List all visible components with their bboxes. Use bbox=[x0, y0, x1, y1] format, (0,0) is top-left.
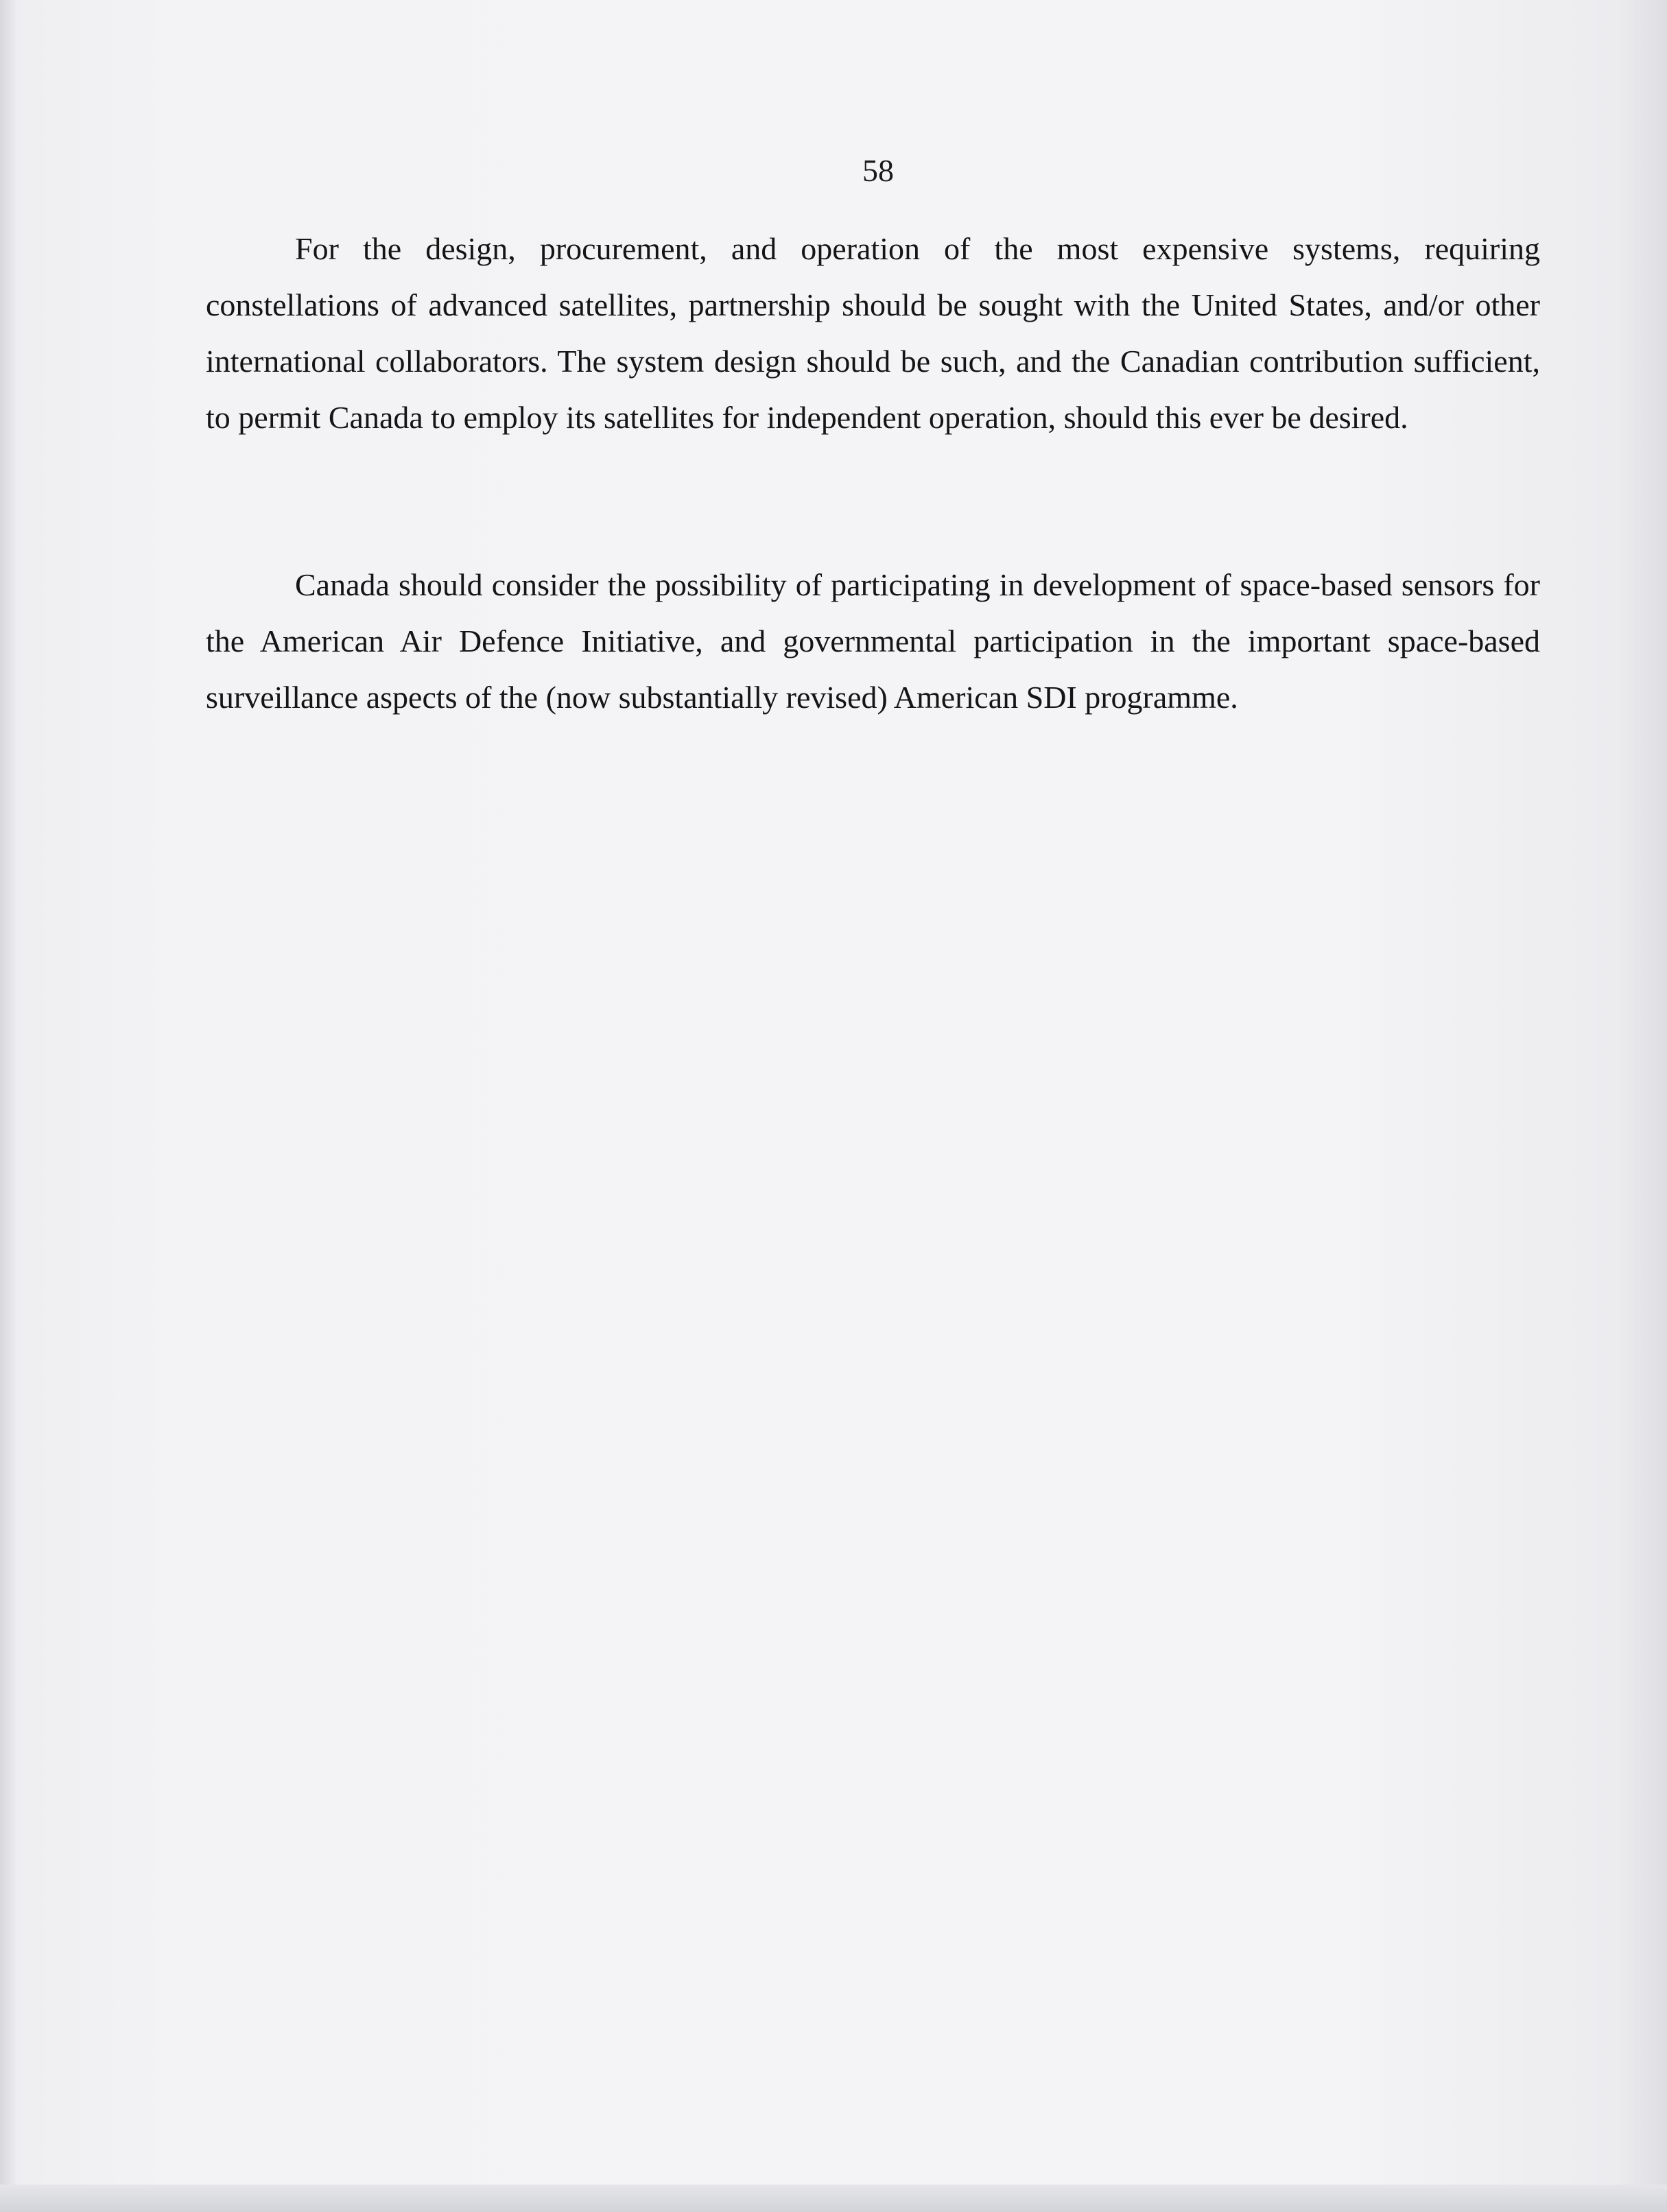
page-bottom-edge bbox=[0, 2185, 1667, 2212]
page-left-edge bbox=[0, 0, 16, 2212]
paragraph-partnership: For the design, procurement, and operation of the most expensive systems, requiring constellations of advanced satellites, partnership should be sought with the United States, and/or other international collaborators. The system design should be such, and the Canadian contribution sufficient, to permit Canada to employ its satellites for independent operation, should this ever be desired. bbox=[206, 231, 1540, 435]
paragraph-space-based-sensors: Canada should consider the possibility of participating in development of space-based sensors for the American Air Defence Initiative, and governmental participation in the important space-based surveillance aspects of the (now substantially revised) American SDI programme. bbox=[206, 567, 1540, 715]
page-number: 58 bbox=[862, 153, 894, 188]
